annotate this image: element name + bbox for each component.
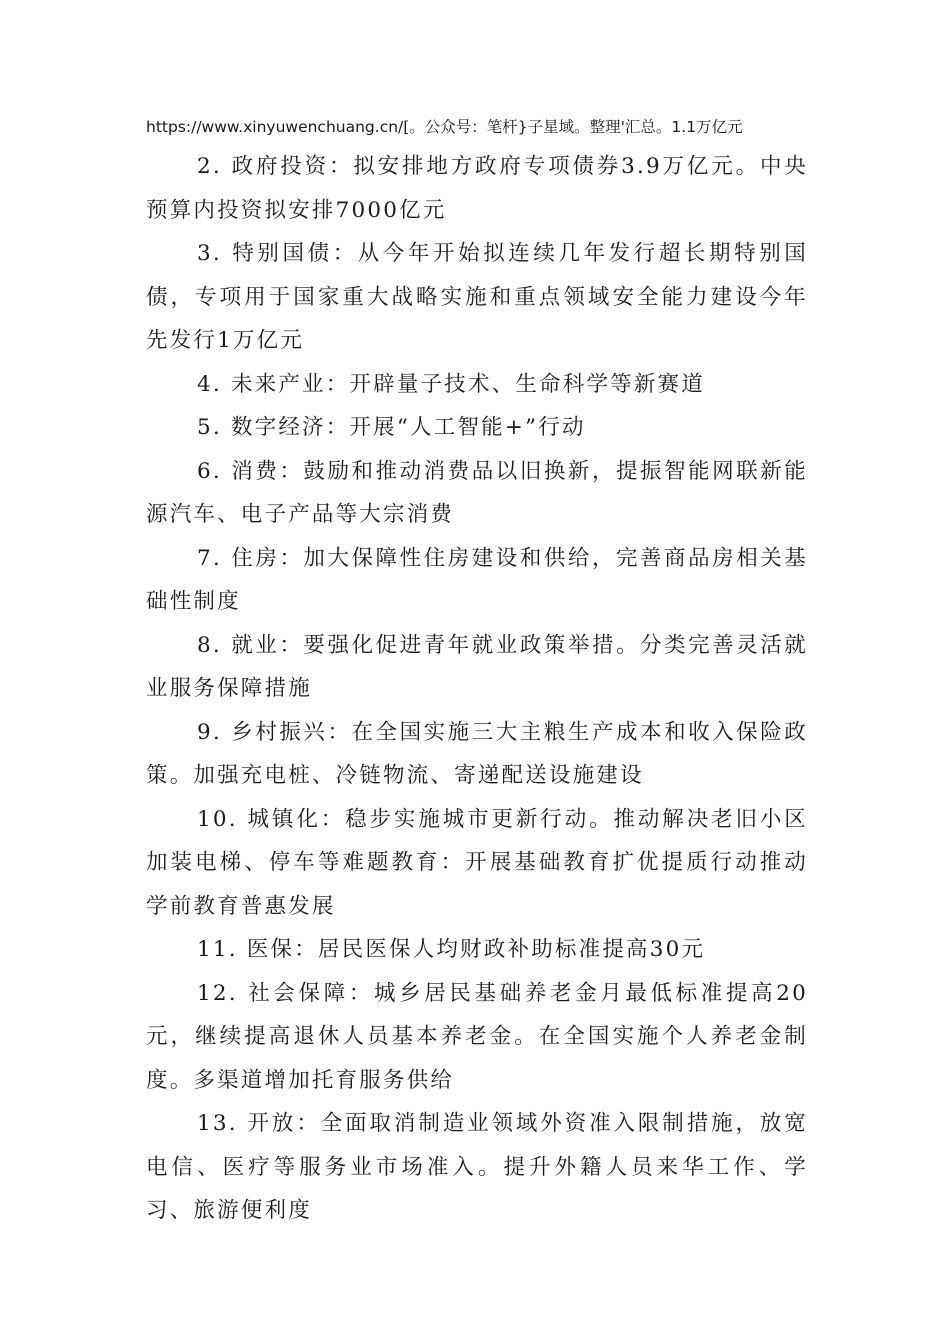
paragraph-digital-economy: 5. 数字经济：开展“人工智能+”行动 bbox=[197, 415, 586, 440]
document-body bbox=[146, 145, 808, 1233]
paragraph-government-investment: 2. 政府投资：拟安排地方政府专项债券3.9万亿元。中央预算内投资拟安排7000亿元 bbox=[146, 154, 808, 223]
paragraph-employment: 8. 就业：要强化促进青年就业政策举措。分类完善灵活就业服务保障措施 bbox=[146, 632, 808, 701]
paragraph-rural-revitalization: 9. 乡村振兴：在全国实施三大主粮生产成本和收入保险政策。加强充电桩、冷链物流、寄递配送设施建设 bbox=[146, 719, 808, 788]
paragraph-social-security: 12. 社会保障：城乡居民基础养老金月最低标准提高20元，继续提高退休人员基本养老金。在全国实施个人养老金制度。多渠道增加托育服务供给 bbox=[146, 980, 808, 1093]
paragraph-consumption: 6. 消费：鼓励和推动消费品以旧换新，提振智能网联新能源汽车、电子产品等大宗消费 bbox=[146, 458, 808, 527]
source-header: https://www.xinyuwenchuang.cn/[。公众号：笔杆}子星域。整理'汇总。1.1万亿元 bbox=[146, 118, 743, 136]
paragraph-opening-up: 13. 开放：全面取消制造业领域外资准入限制措施，放宽电信、医疗等服务业市场准入。提升外籍人员来华工作、学习、旅游便利度 bbox=[146, 1111, 808, 1223]
paragraph-medical-insurance: 11. 医保：居民医保人均财政补助标准提高30元 bbox=[197, 937, 706, 962]
paragraph-urbanization: 10. 城镇化：稳步实施城市更新行动。推动解决老旧小区加装电梯、停车等难题教育：开展基础教育扩优提质行动推动学前教育普惠发展 bbox=[146, 806, 808, 919]
paragraph-future-industries: 4. 未来产业：开辟量子技术、生命科学等新赛道 bbox=[197, 371, 705, 397]
paragraph-special-bonds: 3. 特别国债：从今年开始拟连续几年发行超长期特别国债，专项用于国家重大战略实施和重点领域安全能力建设今年先发行1万亿元 bbox=[146, 241, 808, 353]
paragraph-housing: 7. 住房：加大保障性住房建设和供给，完善商品房相关基础性制度 bbox=[146, 545, 808, 614]
